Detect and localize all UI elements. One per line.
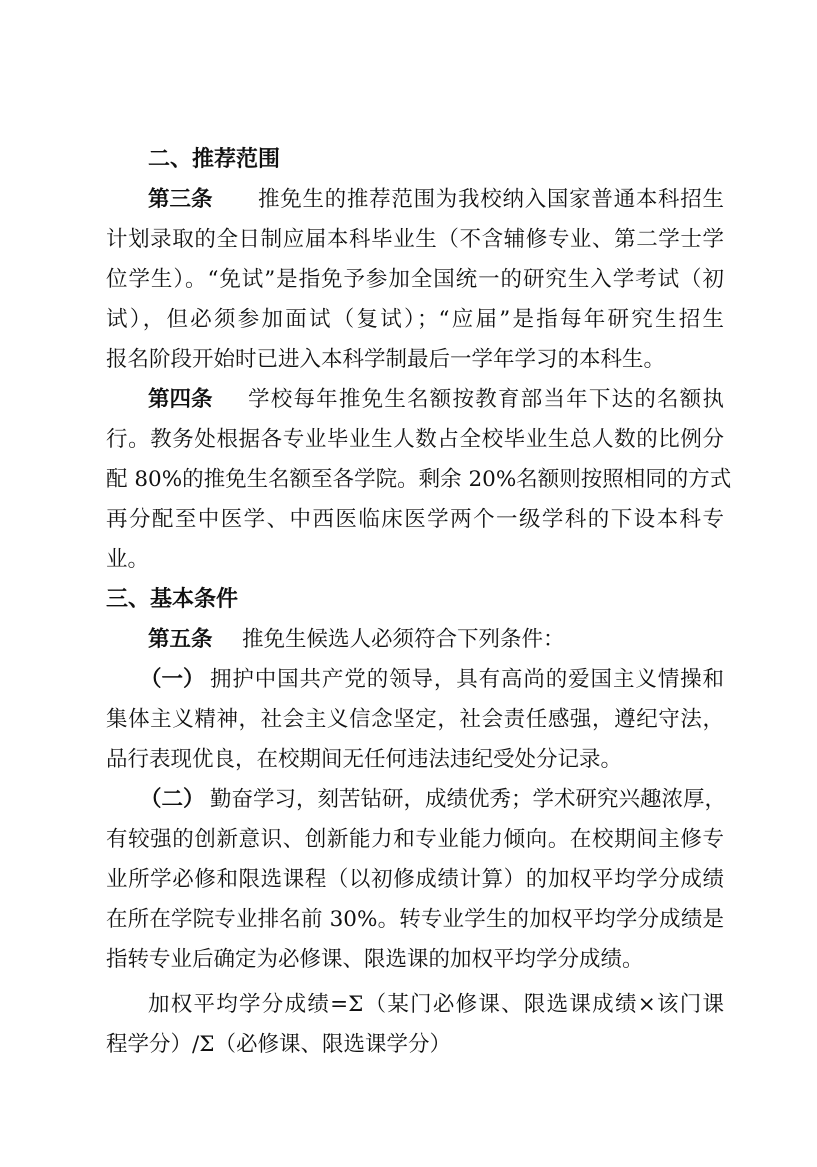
item-1-line-2 — [0, 700, 817, 740]
article-4-label: 第四条 — [148, 387, 213, 412]
paragraph-line: 集体主义精神，社会主义信念坚定，社会责任感强，遵纪守法， — [106, 707, 724, 732]
paragraph-line: 报名阶段开始时已进入本科学制最后一学年学习的本科生。 — [106, 347, 666, 372]
article-3-line-3 — [0, 260, 817, 300]
paragraph-line: 推免生的推荐范围为我校纳入国家普通本科招生 — [258, 187, 724, 212]
item-2-line-3 — [0, 860, 817, 900]
paragraph-line: 业所学必修和限选课程（以初修成绩计算）的加权平均学分成绩 — [106, 867, 724, 892]
item-1-line-3 — [0, 740, 817, 780]
article-3-line-2 — [0, 220, 817, 260]
paragraph-line: 试），但必须参加面试（复试）；“应届”是指每年研究生招生 — [106, 307, 724, 332]
paragraph-line: 再分配至中医学、中西医临床医学两个一级学科的下设本科专 — [106, 507, 724, 532]
article-5-line-1 — [0, 620, 817, 660]
section-heading — [0, 140, 817, 180]
formula-text: 加权平均学分成绩=Σ（某门必修课、限选课成绩×该门课 — [148, 992, 724, 1017]
article-4-line-1 — [0, 380, 817, 420]
paragraph-line: 计划录取的全日制应届本科毕业生（不含辅修专业、第二学士学 — [106, 227, 724, 252]
section-heading — [0, 580, 817, 620]
paragraph-line: 行。教务处根据各专业毕业生人数占全校毕业生总人数的比例分 — [106, 427, 724, 452]
formula-line-2 — [0, 1025, 817, 1065]
item-2-label: （二） — [140, 787, 205, 812]
article-4-line-4 — [0, 500, 817, 540]
paragraph-line: 拥护中国共产党的领导，具有高尚的爱国主义情操和 — [210, 667, 724, 692]
article-3-line-1 — [0, 180, 817, 220]
paragraph-line: 在所在学院专业排名前 30%。转专业学生的加权平均学分成绩是 — [106, 907, 724, 932]
paragraph-line: 勤奋学习，刻苦钻研，成绩优秀；学术研究兴趣浓厚， — [210, 787, 727, 812]
item-1-line-1 — [0, 660, 817, 700]
article-4-line-3 — [0, 460, 817, 500]
paragraph-line: 品行表现优良，在校期间无任何违法违纪受处分记录。 — [106, 747, 623, 772]
article-3-label: 第三条 — [148, 187, 213, 212]
paragraph-line: 配 80%的推免生名额至各学院。剩余 20%名额则按照相同的方式 — [106, 467, 732, 492]
paragraph-line: 学校每年推免生名额按教育部当年下达的名额执 — [248, 387, 724, 412]
article-4-line-5 — [0, 540, 817, 580]
paragraph-line: 有较强的创新意识、创新能力和专业能力倾向。在校期间主修专 — [106, 827, 724, 852]
item-2-line-4 — [0, 900, 817, 940]
item-2-line-2 — [0, 820, 817, 860]
section-2-heading: 二、推荐范围 — [148, 147, 281, 172]
article-3-line-4 — [0, 300, 817, 340]
formula-text: 程学分）/Σ（必修课、限选课学分） — [106, 1032, 451, 1057]
paragraph-line: 指转专业后确定为必修课、限选课的加权平均学分成绩。 — [106, 947, 644, 972]
article-5-label: 第五条 — [148, 627, 213, 652]
section-3-heading: 三、基本条件 — [106, 587, 239, 612]
formula-line-1 — [0, 985, 817, 1025]
item-2-line-1 — [0, 780, 817, 820]
item-2-line-5 — [0, 940, 817, 980]
article-4-line-2 — [0, 420, 817, 460]
item-1-label: （一） — [140, 667, 205, 692]
paragraph-line: 推免生候选人必须符合下列条件： — [242, 627, 565, 652]
paragraph-line: 位学生）。“免试”是指免予参加全国统一的研究生入学考试（初 — [106, 267, 724, 292]
paragraph-line: 业。 — [106, 547, 150, 572]
article-3-line-5 — [0, 340, 817, 380]
